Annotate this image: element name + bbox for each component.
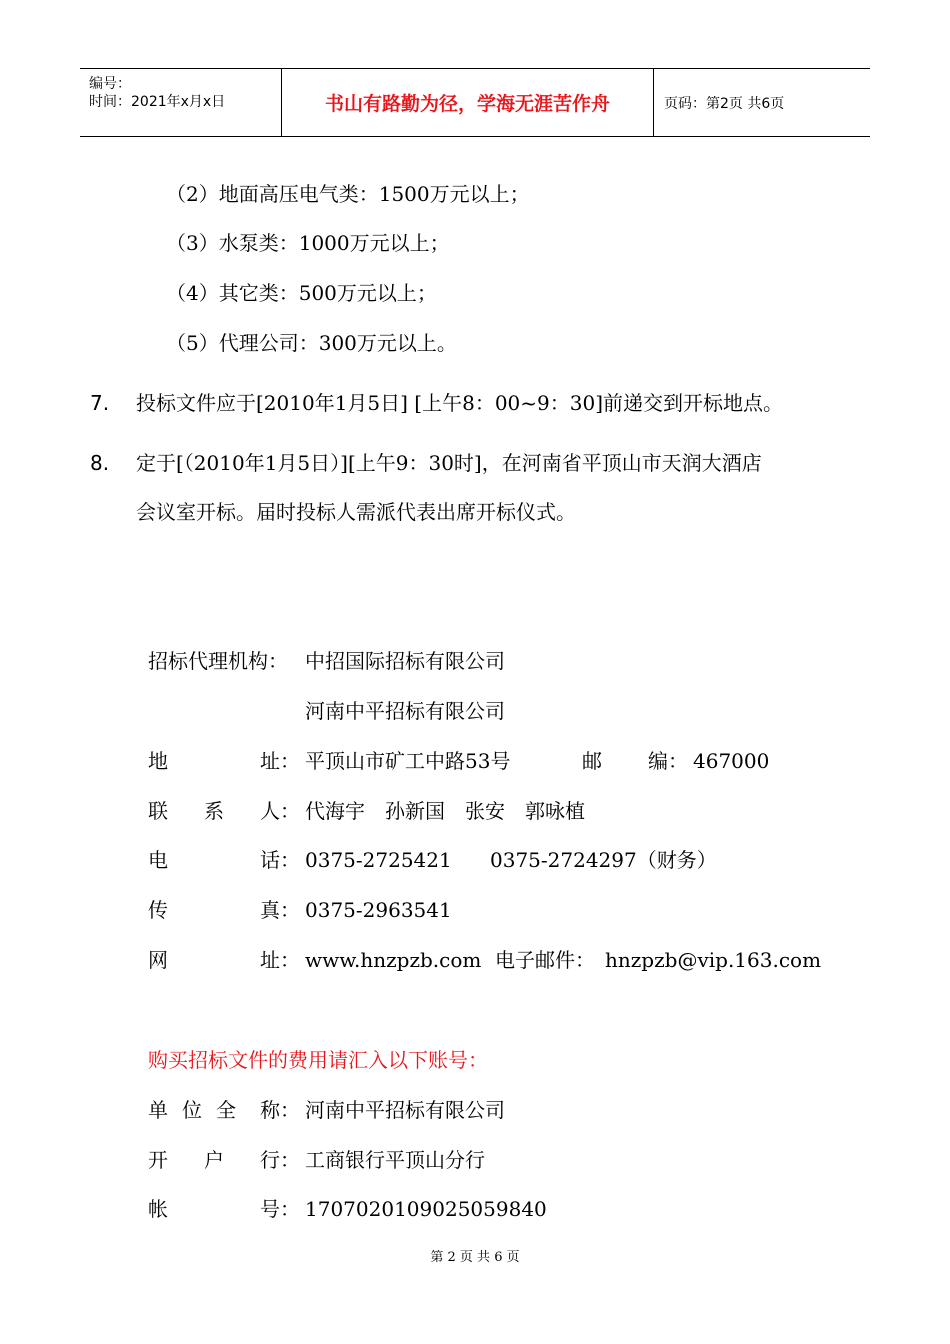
- list-item: （2）地面高压电气类：1500万元以上；: [166, 182, 530, 206]
- page-footer: 第 2 页 共 6 页: [430, 1250, 520, 1265]
- item-7-number: 7.: [90, 391, 110, 415]
- item-7-text: 投标文件应于[2010年1月5日] [上午8：00~9：30]前递交到开标地点。: [136, 391, 784, 415]
- fax-value: 0375-2963541: [305, 898, 452, 922]
- header-motto: 书山有路勤为径，学海无涯苦作舟: [282, 69, 654, 136]
- agency-name-2: 河南中平招标有限公司: [305, 699, 505, 723]
- email-label: 电子邮件：: [495, 948, 595, 972]
- unit-value: 河南中平招标有限公司: [305, 1098, 505, 1122]
- item-8-text-line1: 定于[（2010年1月5日）][上午9：30时]，在河南省平顶山市天润大酒店: [136, 451, 762, 475]
- list-item: （5）代理公司：300万元以上。: [166, 331, 457, 355]
- list-item: （4）其它类：500万元以上；: [166, 281, 437, 305]
- phone-value-2: 0375-2724297（财务）: [490, 848, 717, 872]
- bank-label: 开 户 行：: [148, 1148, 300, 1172]
- email-link[interactable]: hnzpzb@vip.163.com: [605, 948, 822, 972]
- agency-label: 招标代理机构：: [148, 649, 288, 673]
- payment-heading: 购买招标文件的费用请汇入以下账号：: [148, 1048, 488, 1072]
- website-link[interactable]: www.hnzpzb.com: [305, 948, 482, 972]
- item-8-text-line2: 会议室开标。届时投标人需派代表出席开标仪式。: [136, 500, 576, 524]
- contact-value: 代海宇 孙新国 张安 郭咏植: [305, 799, 585, 823]
- header-page-info: 页码：第2页 共6页: [664, 95, 785, 112]
- item-8-number: 8.: [90, 451, 110, 475]
- address-value: 平顶山市矿工中路53号: [305, 749, 511, 773]
- postcode-value: 467000: [693, 749, 770, 773]
- phone-label: 电 话：: [148, 848, 300, 872]
- document-header: [80, 68, 870, 137]
- postcode-label: 邮 编：: [582, 749, 688, 773]
- address-label: 地 址：: [148, 749, 300, 773]
- contact-label: 联 系 人：: [148, 799, 300, 823]
- document-number: 编号：: [89, 76, 131, 92]
- agency-name-1: 中招国际招标有限公司: [305, 649, 505, 673]
- web-label: 网 址：: [148, 948, 300, 972]
- fax-label: 传 真：: [148, 898, 300, 922]
- unit-label: 单 位 全 称：: [148, 1098, 300, 1122]
- document-time: 时间：2021年x月x日: [89, 94, 226, 110]
- list-item: （3）水泵类：1000万元以上；: [166, 231, 450, 255]
- account-value: 1707020109025059840: [305, 1197, 547, 1221]
- header-page-info-cell: [654, 69, 870, 136]
- phone-value-1: 0375-2725421: [305, 848, 452, 872]
- bank-value: 工商银行平顶山分行: [305, 1148, 485, 1172]
- header-meta-cell: [80, 69, 282, 136]
- account-label: 帐 号：: [148, 1197, 300, 1221]
